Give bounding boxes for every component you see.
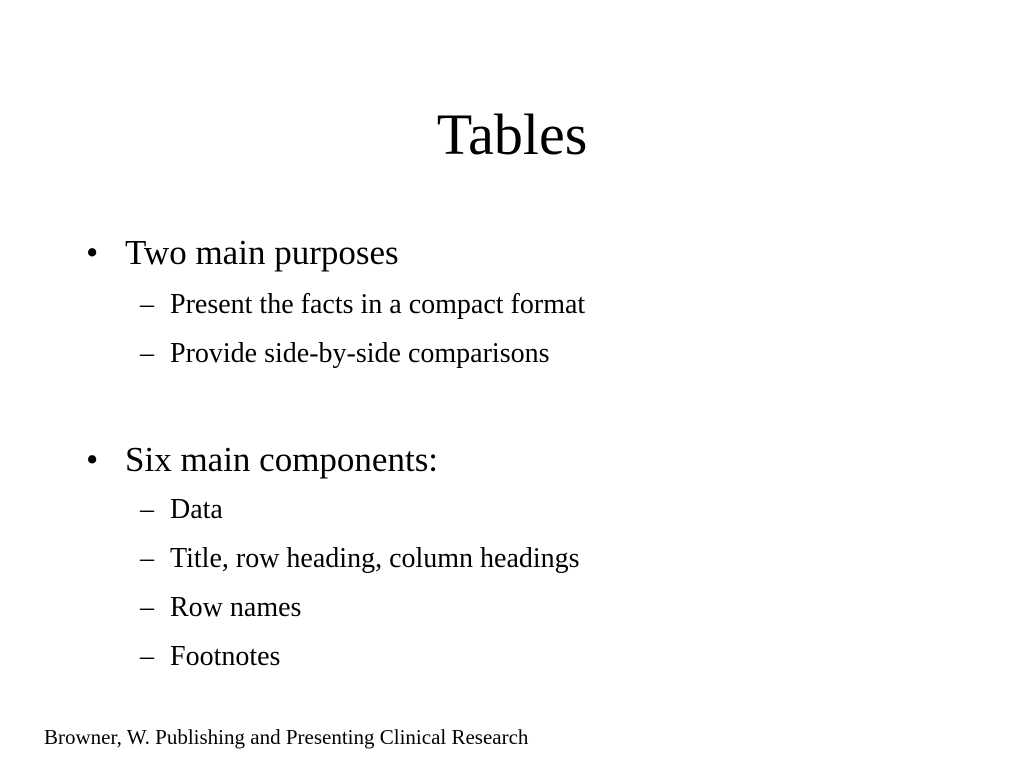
dash-marker: –: [140, 494, 154, 525]
dash-marker: –: [140, 289, 154, 320]
dash-marker: –: [140, 592, 154, 623]
sub-item-text: Title, row heading, column headings: [170, 543, 580, 574]
sub-item-text: Row names: [170, 592, 302, 623]
dash-marker: –: [140, 338, 154, 369]
slide-footer-citation: Browner, W. Publishing and Presenting Clinical Research: [44, 725, 529, 749]
bullet-marker: •: [86, 440, 99, 479]
sub-item-text: Provide side-by-side comparisons: [170, 338, 550, 369]
bullet-marker: •: [86, 233, 99, 272]
sub-item-text: Footnotes: [170, 641, 281, 672]
sub-item-text: Data: [170, 494, 223, 525]
bullet-text: Six main components:: [125, 440, 439, 479]
dash-marker: –: [140, 641, 154, 672]
sub-item-text: Present the facts in a compact format: [170, 289, 586, 320]
slide-title: Tables: [436, 102, 588, 167]
bullet-text: Two main purposes: [125, 233, 399, 272]
dash-marker: –: [140, 543, 154, 574]
